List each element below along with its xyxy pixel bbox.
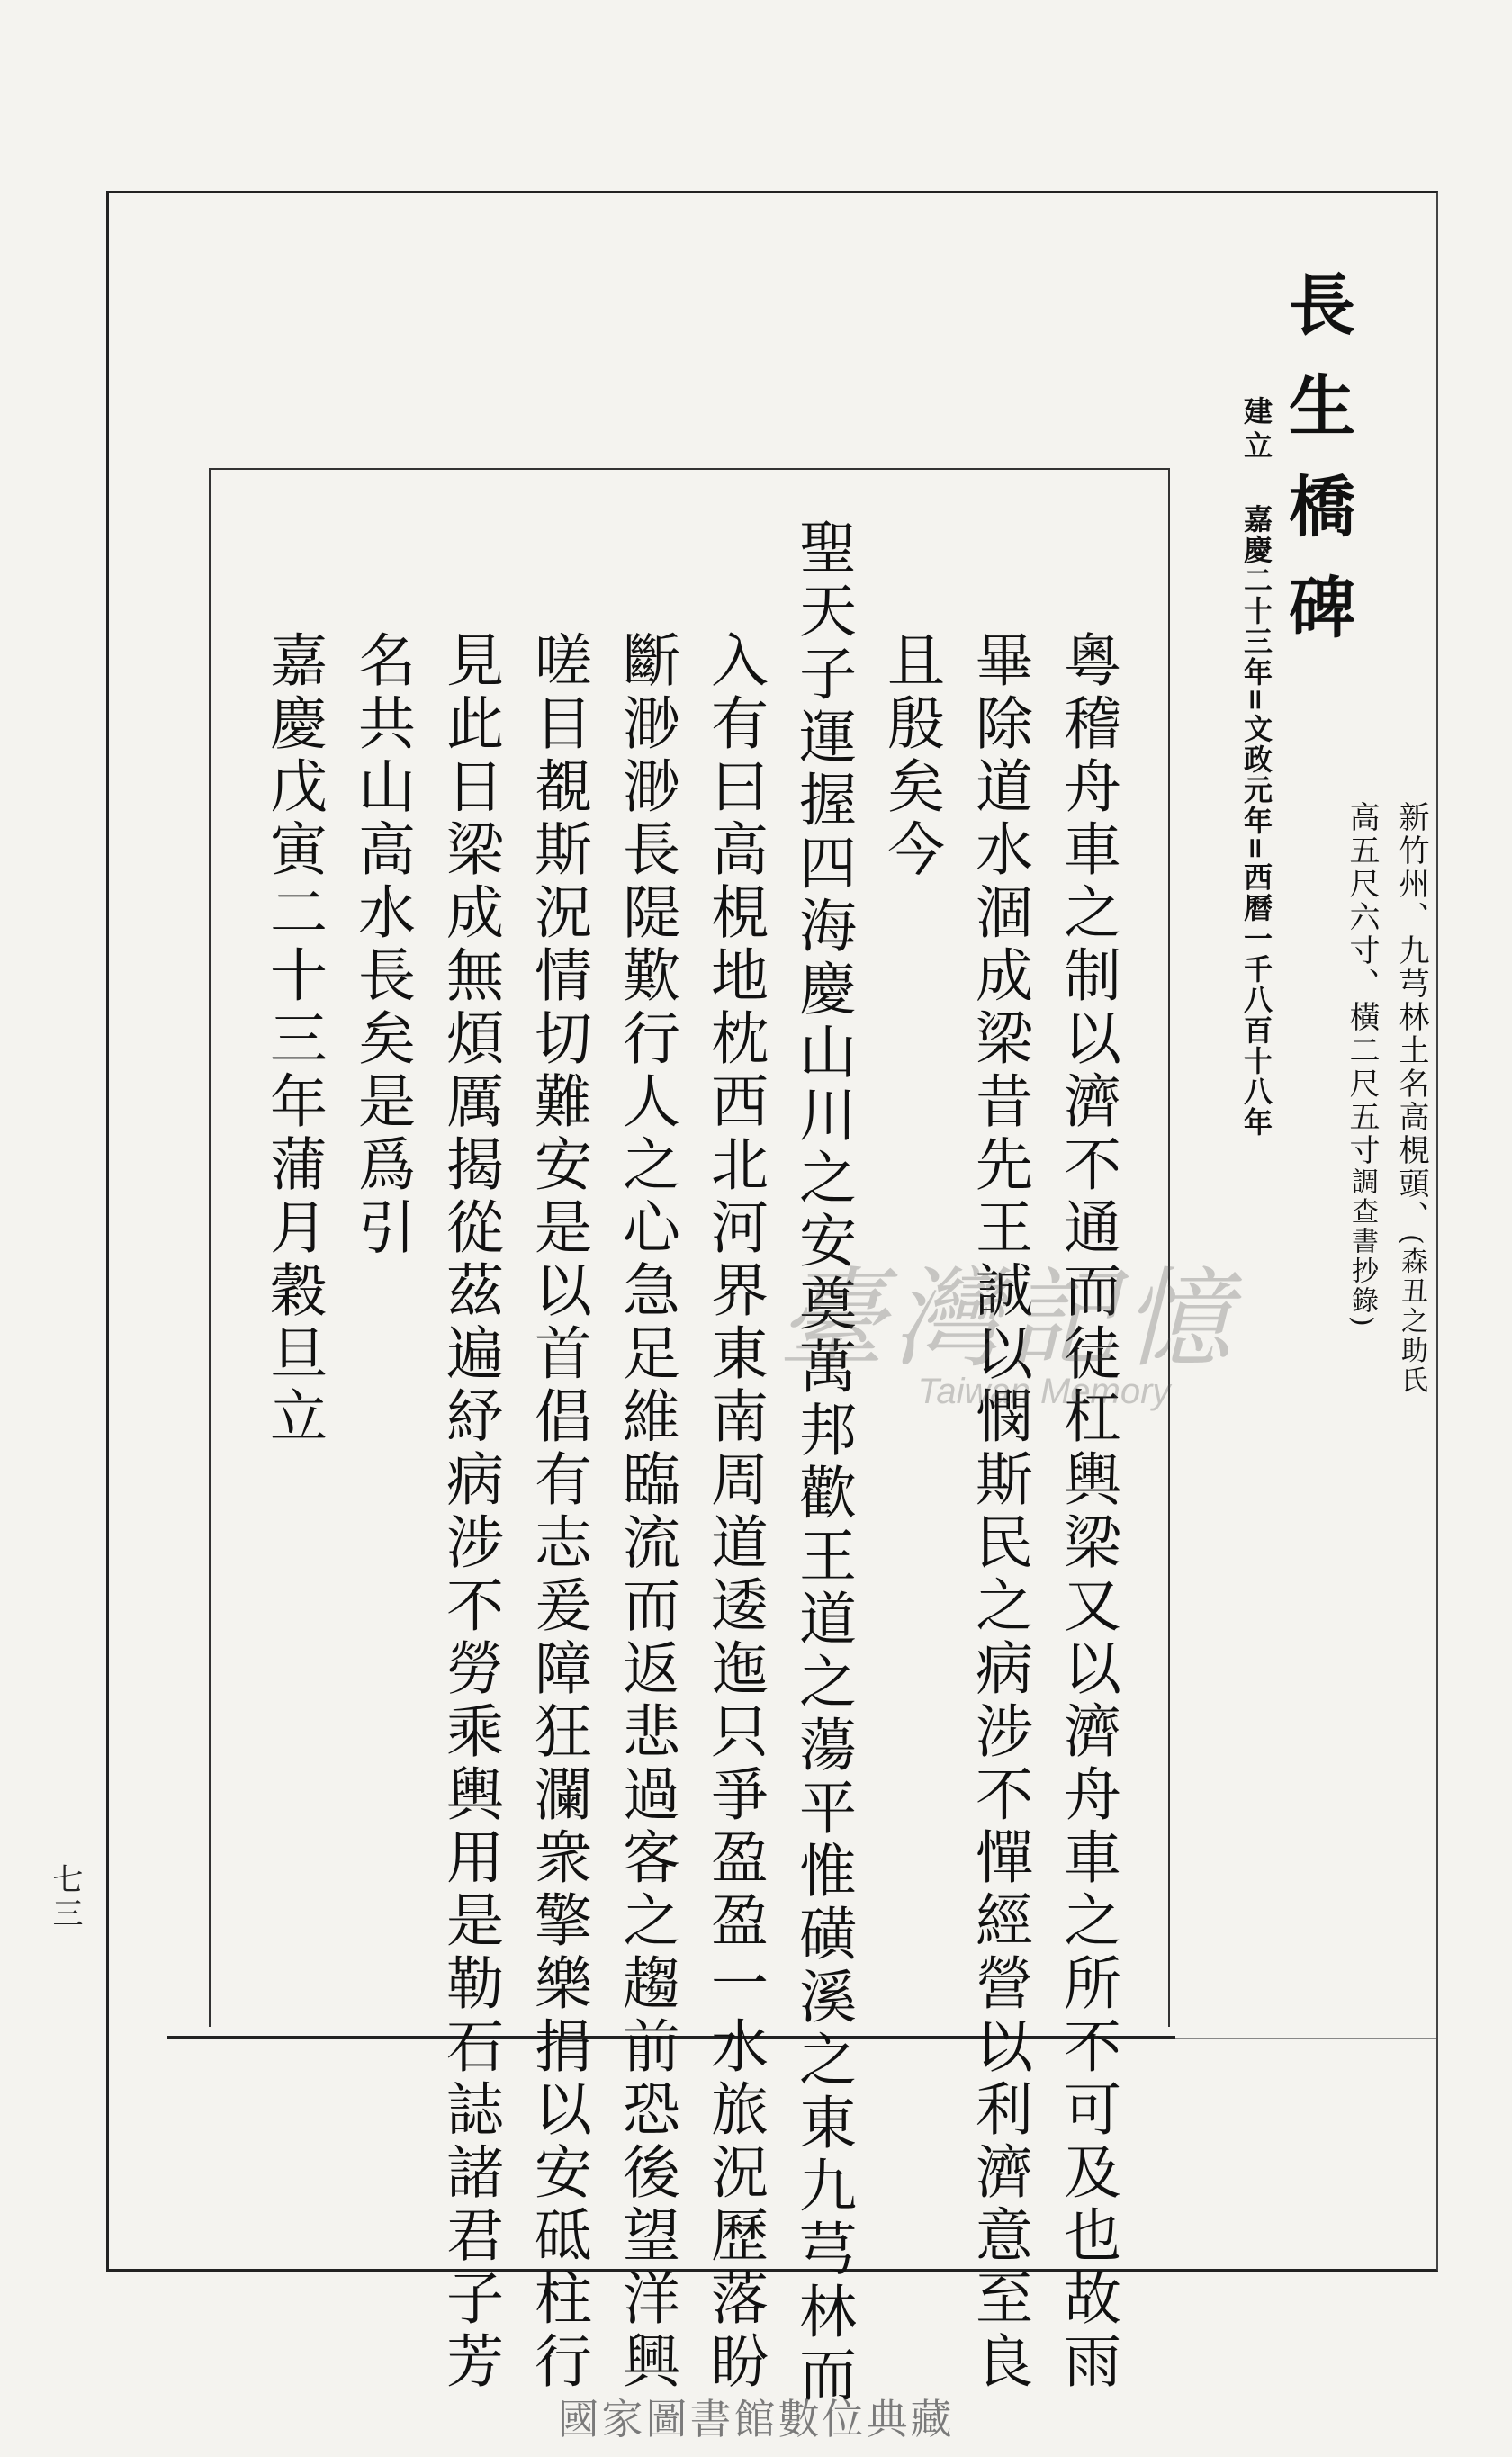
source-note-2: 調查書抄錄) [1346,1167,1378,1329]
inscription-column: 聖天子運握四海慶山川之安奠萬邦歡王道之蕩平惟磺溪之東九芎林而 [789,518,856,2408]
built-date: 嘉慶二十三年=文政元年=西曆一千八百十八年 [1239,504,1274,1138]
source-note-1: (森丑之助氏 [1396,1234,1427,1396]
stele-title: 長生橋碑 [1278,270,1355,673]
dimension-note [1344,801,1380,1329]
inscription-column: 名共山高水長矣是爲引 [348,630,415,1260]
watermark-chinese: 臺灣記憶 [778,1257,1238,1382]
dimension-text: 高五尺六寸、橫二尺五寸 [1344,801,1380,1167]
inscription-column: 見此日梁成無煩厲揭從茲遍紓病涉不勞乘輿用是勒石誌諸君子芳 [436,630,503,2394]
page-number: 七三 [47,1863,83,1931]
inscription-column: 且殷矣今 [878,630,944,882]
inscription-column: 斷渺渺長隄歎行人之心急足維臨流而返悲過客之趨前恐後望洋興 [613,630,680,2394]
location-note [1393,801,1429,1396]
inscription-column: 粵稽舟車之制以濟不通而徒杠輿梁又以濟舟車之所不可及也故雨 [1054,630,1120,2394]
inscription-column: 畢除道水涸成梁昔先王誠以憫斯民之病涉不憚經營以利濟意至良 [966,630,1032,2394]
location-text: 新竹州、九芎林土名高梘頭、 [1393,801,1429,1234]
footer-credit: 國家圖書館數位典藏 [557,2395,955,2444]
watermark-english: Taiwan Memory [917,1372,1171,1411]
built-label: 建立 [1239,396,1274,464]
inscription-column: 嗟目覩斯況情切難安是以首倡有志爰障狂瀾衆擎樂捐以安砥柱行 [525,630,591,2394]
inscription-column: 入有曰高梘地枕西北河界東南周道逶迤只爭盈盈一水旅況歷落盼 [701,630,768,2394]
inscription-column: 嘉慶戊寅二十三年蒲月穀旦立 [260,630,327,1449]
